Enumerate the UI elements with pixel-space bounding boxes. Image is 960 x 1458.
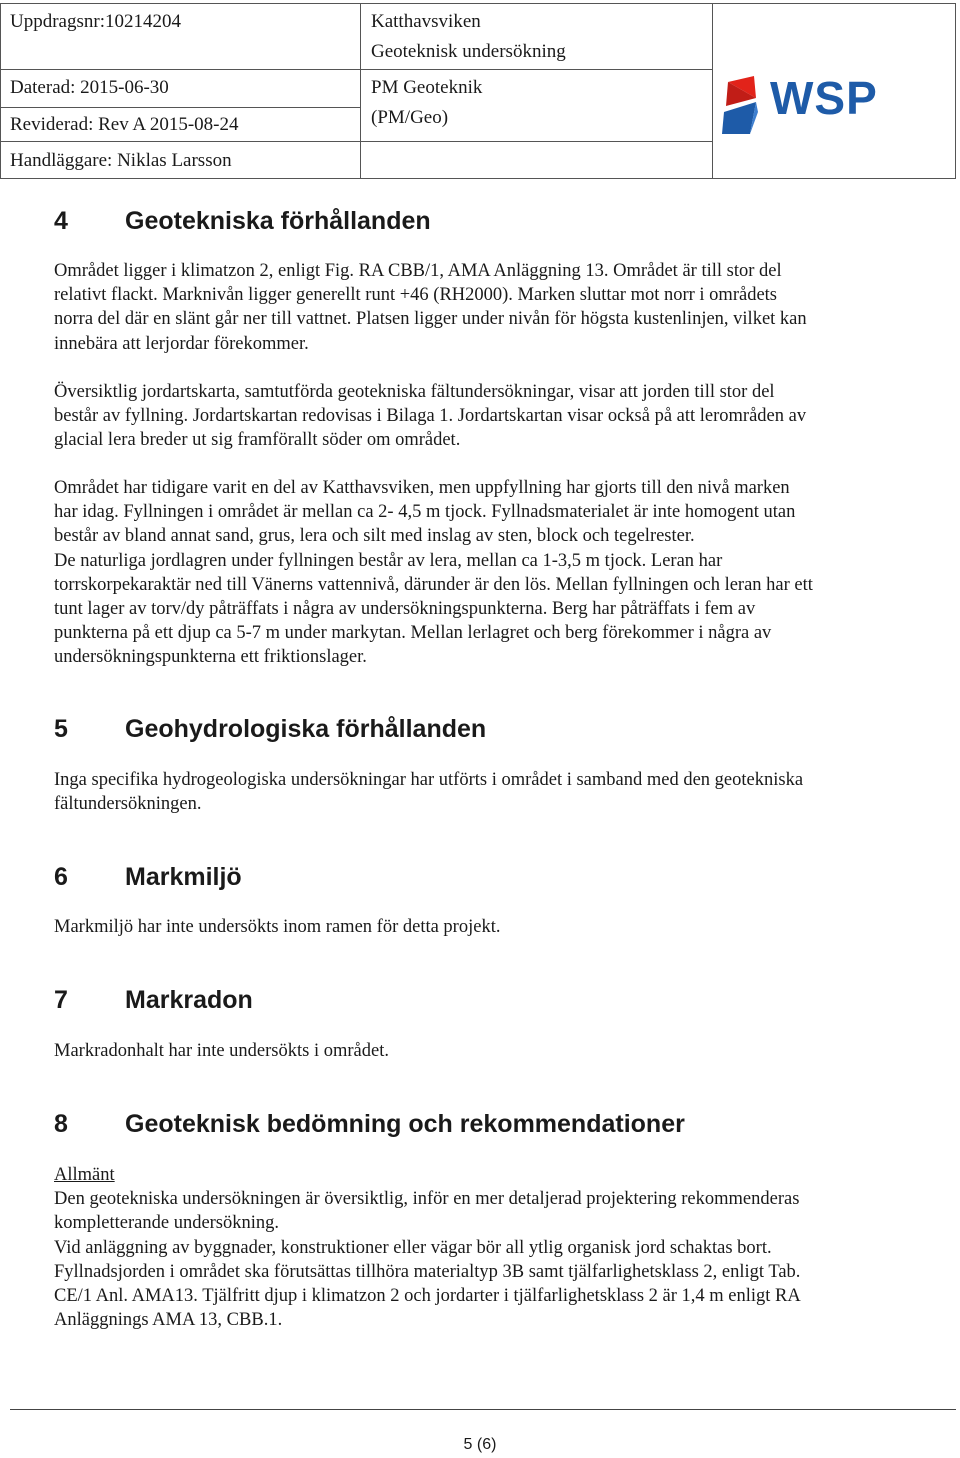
text-line: Översiktlig jordartskarta, samtutförda geotekniska fältundersökningar, visar att jorden till stor del (54, 382, 775, 402)
section-7-heading (54, 985, 253, 1015)
text-line: undersökningspunkterna ett friktionslager. (54, 647, 367, 668)
section-title: Geotekniska förhållanden (125, 207, 431, 235)
header-row-line-2 (0, 141, 713, 142)
section-5-heading (54, 714, 486, 744)
text-line: punkterna på ett djup ca 5-7 m under markytan. Mellan lerlagret och berg förekommer i några av (54, 623, 772, 644)
section-8-body (54, 1163, 934, 1332)
text-line: relativt flackt. Marknivån ligger generellt runt +46 (RH2000). Marken sluttar mot norr i områdets (54, 285, 777, 306)
text-line: CE/1 Anl. AMA13. Tjälfritt djup i klimatzon 2 och jordarter i tjälfarlighetsklass 2 är 1,4 m enligt RA (54, 1286, 801, 1307)
doc-type: PM Geoteknik (371, 77, 483, 98)
section-6-paragraph-1 (54, 915, 934, 939)
section-title: Geohydrologiska förhållanden (125, 715, 487, 743)
header-row-line-3 (0, 107, 361, 108)
text-line: Området har tidigare varit en del av Katthavsviken, men uppfyllning har gjorts till den nivå marken (54, 478, 790, 498)
text-line: Inga specifika hydrogeologiska undersökningar har utförts i området i samband med den geotekniska (54, 770, 804, 790)
footer-divider (10, 1409, 956, 1410)
section-number: 8 (54, 1110, 68, 1138)
text-line: Markmiljö har inte undersökts inom ramen för detta projekt. (54, 917, 501, 937)
section-number: 6 (54, 863, 68, 891)
text-line: Fyllnadsjorden i området ska förutsättas tillhöra materialtyp 3B samt tjälfarlighetsklass 2, enligt Tab. (54, 1261, 801, 1282)
section-5-paragraph-1 (54, 768, 934, 816)
text-line: De naturliga jordlagren under fyllningen består av lera, mellan ca 1-3,5 m tjock. Leran har (54, 550, 723, 571)
section-4-heading (54, 206, 431, 236)
section-4-paragraph-2 (54, 380, 934, 453)
dated: Daterad: 2015-06-30 (10, 77, 169, 98)
section-number: 7 (54, 986, 68, 1014)
header-row-line-1 (0, 69, 713, 70)
header-border-left (0, 3, 1, 179)
section-8-heading (54, 1109, 685, 1139)
text-line: består av bland annat sand, grus, lera och silt med inslag av sten, block och tegelrester. (54, 526, 695, 547)
doc-code: (PM/Geo) (371, 107, 449, 128)
section-4-paragraph-3 (54, 476, 934, 670)
header-border-right (955, 3, 956, 179)
page-number: 5 (6) (463, 1436, 497, 1453)
text-line: har idag. Fyllningen i området är mellan ca 2- 4,5 m tjock. Fyllnadsmaterialet är inte homogent utan (54, 502, 796, 523)
section-6-heading (54, 862, 242, 892)
section-number: 4 (54, 207, 68, 235)
section-4-paragraph-1 (54, 259, 934, 356)
text-line: fältundersökningen. (54, 794, 202, 815)
header-border-bottom (0, 178, 956, 179)
section-title: Markradon (125, 986, 253, 1014)
wsp-logo (720, 72, 920, 138)
site-name: Katthavsviken (371, 11, 481, 32)
section-title: Geoteknisk bedömning och rekommendationer (125, 1110, 685, 1138)
text-line: tunt lager av torv/dy påträffats i några av undersökningspunkterna. Berg har påträffats i fem av (54, 599, 756, 620)
wsp-logo-graphic (720, 72, 920, 138)
section-number: 5 (54, 715, 68, 743)
text-line: innebära att lerjordar förekommer. (54, 333, 309, 354)
subheading-allmant: Allmänt (54, 1165, 115, 1185)
section-title: Markmiljö (125, 863, 242, 891)
text-line: glacial lera breder ut sig framförallt söder om området. (54, 430, 461, 451)
text-line: Området ligger i klimatzon 2, enligt Fig. RA CBB/1, AMA Anläggning 13. Området är till stor del (54, 261, 782, 281)
project-number: Uppdragsnr:10214204 (10, 11, 181, 32)
revised: Reviderad: Rev A 2015-08-24 (10, 114, 239, 135)
section-7-paragraph-1 (54, 1039, 934, 1063)
wsp-logo-text: WSP (770, 72, 878, 124)
header-divider-2 (712, 3, 713, 179)
handler: Handläggare: Niklas Larsson (10, 150, 232, 171)
text-line: torrskorpekaraktär ned till Vänerns vattennivå, därunder är den lös. Mellan fyllningen och leran har ett (54, 574, 813, 595)
subject: Geoteknisk undersökning (371, 41, 566, 62)
text-line: består av fyllning. Jordartskartan redovisas i Bilaga 1. Jordartskartan visar också på att lerområden av (54, 406, 807, 427)
text-line: kompletterande undersökning. (54, 1213, 280, 1234)
header-border-top (0, 3, 956, 4)
text-line: Markradonhalt har inte undersökts i området. (54, 1041, 389, 1061)
header-divider-1 (360, 3, 361, 179)
text-line: Vid anläggning av byggnader, konstruktioner eller vägar bör all ytlig organisk jord schaktas bort. (54, 1237, 772, 1258)
text-line: Anläggnings AMA 13, CBB.1. (54, 1310, 283, 1331)
text-line: norra del där en slänt går ner till vattnet. Platsen ligger under nivån för högsta kustenlinjen, vilket kan (54, 309, 807, 330)
text-line: Den geotekniska undersökningen är översiktlig, inför en mer detaljerad projektering rekommenderas (54, 1189, 800, 1210)
